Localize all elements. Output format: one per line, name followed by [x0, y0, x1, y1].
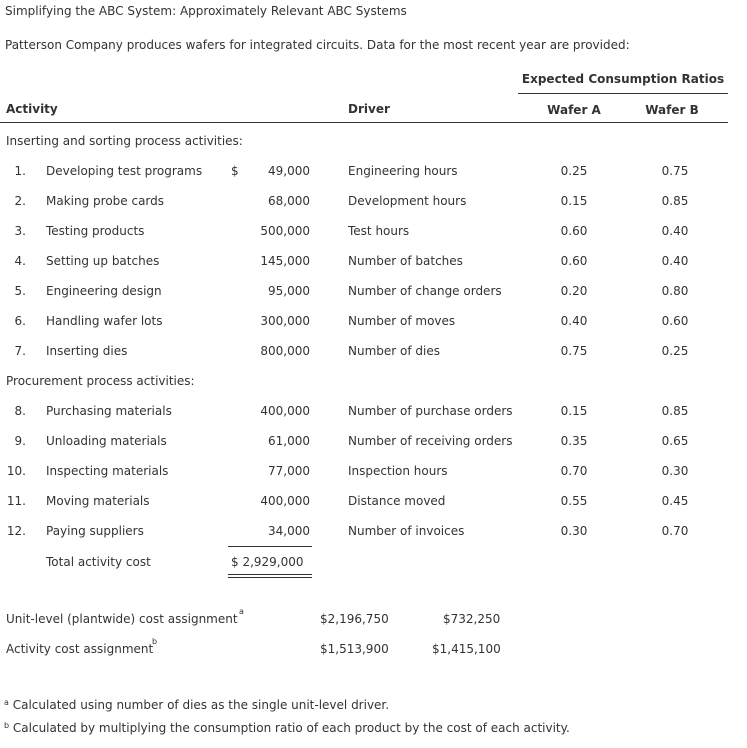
- wafer-b-ratio: 0.70: [661, 524, 689, 538]
- activity-cost: 400,000: [260, 404, 310, 418]
- section-label-procurement: Procurement process activities:: [6, 374, 195, 388]
- activity-name: Purchasing materials: [46, 404, 172, 418]
- activity-name: Engineering design: [46, 284, 162, 298]
- wafer-b-ratio: 0.45: [661, 494, 689, 508]
- footnote-b: [4, 720, 570, 736]
- wafer-a-ratio: 0.30: [560, 524, 588, 538]
- total-top-rule: [228, 546, 312, 547]
- intro-text: Patterson Company produces wafers for integrated circuits. Data for the most recent year are provided:: [5, 38, 630, 52]
- header-rule: [0, 122, 728, 123]
- activity-name: Inspecting materials: [46, 464, 169, 478]
- activity-assignment-wafer-b: $1,415,100: [432, 642, 501, 656]
- driver-name: Number of purchase orders: [348, 404, 513, 418]
- row-number: 8.: [14, 404, 26, 418]
- row-number: 9.: [14, 434, 26, 448]
- activity-name: Handling wafer lots: [46, 314, 163, 328]
- row-number: 6.: [14, 314, 26, 328]
- problem-title: Simplifying the ABC System: Approximately Relevant ABC Systems: [5, 4, 407, 18]
- wafer-a-ratio: 0.75: [560, 344, 588, 358]
- driver-column-header: Driver: [348, 102, 390, 116]
- driver-name: Engineering hours: [348, 164, 458, 178]
- activity-cost: 145,000: [260, 254, 310, 268]
- wafer-b-ratio: 0.80: [661, 284, 689, 298]
- footnote-a: [4, 697, 389, 713]
- activity-name: Developing test programs: [46, 164, 203, 178]
- row-number: 10.: [6, 464, 26, 478]
- activity-cost: 61,000: [268, 434, 310, 448]
- activity-cost: 400,000: [260, 494, 310, 508]
- wafer-b-column-header: Wafer B: [645, 103, 699, 117]
- driver-name: Inspection hours: [348, 464, 448, 478]
- assignment-label: Activity cost assignment: [6, 642, 154, 656]
- consumption-ratios-header: Expected Consumption Ratios: [521, 72, 725, 86]
- activity-name: Unloading materials: [46, 434, 167, 448]
- activity-name: Paying suppliers: [46, 524, 144, 538]
- total-double-rule-2: [228, 577, 312, 578]
- total-label: Total activity cost: [46, 555, 151, 569]
- wafer-a-ratio: 0.60: [560, 254, 588, 268]
- wafer-b-ratio: 0.40: [661, 254, 689, 268]
- driver-name: Number of invoices: [348, 524, 465, 538]
- activity-cost: 34,000: [268, 524, 310, 538]
- wafer-a-ratio: 0.25: [560, 164, 588, 178]
- driver-name: Development hours: [348, 194, 467, 208]
- wafer-a-ratio: 0.35: [560, 434, 588, 448]
- driver-name: Number of moves: [348, 314, 456, 328]
- driver-name: Distance moved: [348, 494, 446, 508]
- activity-name: Making probe cards: [46, 194, 165, 208]
- wafer-a-ratio: 0.20: [560, 284, 588, 298]
- assignment-label: Unit-level (plantwide) cost assignment: [6, 612, 238, 626]
- row-number: 2.: [14, 194, 26, 208]
- wafer-a-ratio: 0.15: [560, 404, 588, 418]
- activity-cost: 77,000: [268, 464, 310, 478]
- wafer-a-ratio: 0.15: [560, 194, 588, 208]
- wafer-b-ratio: 0.25: [661, 344, 689, 358]
- activity-name: Inserting dies: [46, 344, 128, 358]
- activity-assignment-wafer-a: $1,513,900: [320, 642, 389, 656]
- section-label-inserting: Inserting and sorting process activities:: [6, 134, 243, 148]
- unit-level-wafer-a: $2,196,750: [320, 612, 389, 626]
- row-number: 5.: [14, 284, 26, 298]
- row-number: 7.: [14, 344, 26, 358]
- activity-cost: 500,000: [260, 224, 310, 238]
- driver-name: Number of dies: [348, 344, 440, 358]
- activity-column-header: Activity: [6, 102, 58, 116]
- activity-cost: 49,000: [268, 164, 310, 178]
- activity-name: Setting up batches: [46, 254, 160, 268]
- wafer-b-ratio: 0.40: [661, 224, 689, 238]
- wafer-b-ratio: 0.75: [661, 164, 689, 178]
- unit-level-wafer-b: $732,250: [443, 612, 501, 626]
- footnote-marker: a: [4, 698, 9, 707]
- wafer-a-ratio: 0.60: [560, 224, 588, 238]
- row-number: 4.: [14, 254, 26, 268]
- activity-name: Moving materials: [46, 494, 150, 508]
- footnote-text: Calculated by multiplying the consumption ratio of each product by the cost of each activity.: [12, 721, 570, 735]
- row-number: 3.: [14, 224, 26, 238]
- footnote-text: Calculated using number of dies as the single unit-level driver.: [12, 698, 390, 712]
- wafer-b-ratio: 0.85: [661, 194, 689, 208]
- driver-name: Test hours: [348, 224, 410, 238]
- activity-name: Testing products: [46, 224, 145, 238]
- total-double-rule-1: [228, 574, 312, 575]
- wafer-b-ratio: 0.85: [661, 404, 689, 418]
- wafer-b-ratio: 0.60: [661, 314, 689, 328]
- footnote-marker: b: [4, 721, 10, 730]
- wafer-b-ratio: 0.30: [661, 464, 689, 478]
- wafer-a-ratio: 0.70: [560, 464, 588, 478]
- currency-symbol: $: [231, 164, 239, 178]
- activity-cost: 800,000: [260, 344, 310, 358]
- total-activity-cost: $ 2,929,000: [231, 555, 304, 569]
- wafer-a-column-header: Wafer A: [547, 103, 601, 117]
- driver-name: Number of change orders: [348, 284, 502, 298]
- header-rule-group: [518, 93, 728, 94]
- wafer-a-ratio: 0.55: [560, 494, 588, 508]
- row-number: 1.: [14, 164, 26, 178]
- driver-name: Number of batches: [348, 254, 463, 268]
- wafer-b-ratio: 0.65: [661, 434, 689, 448]
- row-number: 11.: [6, 494, 26, 508]
- activity-cost: 95,000: [268, 284, 310, 298]
- row-number: 12.: [6, 524, 26, 538]
- activity-cost: 300,000: [260, 314, 310, 328]
- driver-name: Number of receiving orders: [348, 434, 513, 448]
- activity-cost: 68,000: [268, 194, 310, 208]
- wafer-a-ratio: 0.40: [560, 314, 588, 328]
